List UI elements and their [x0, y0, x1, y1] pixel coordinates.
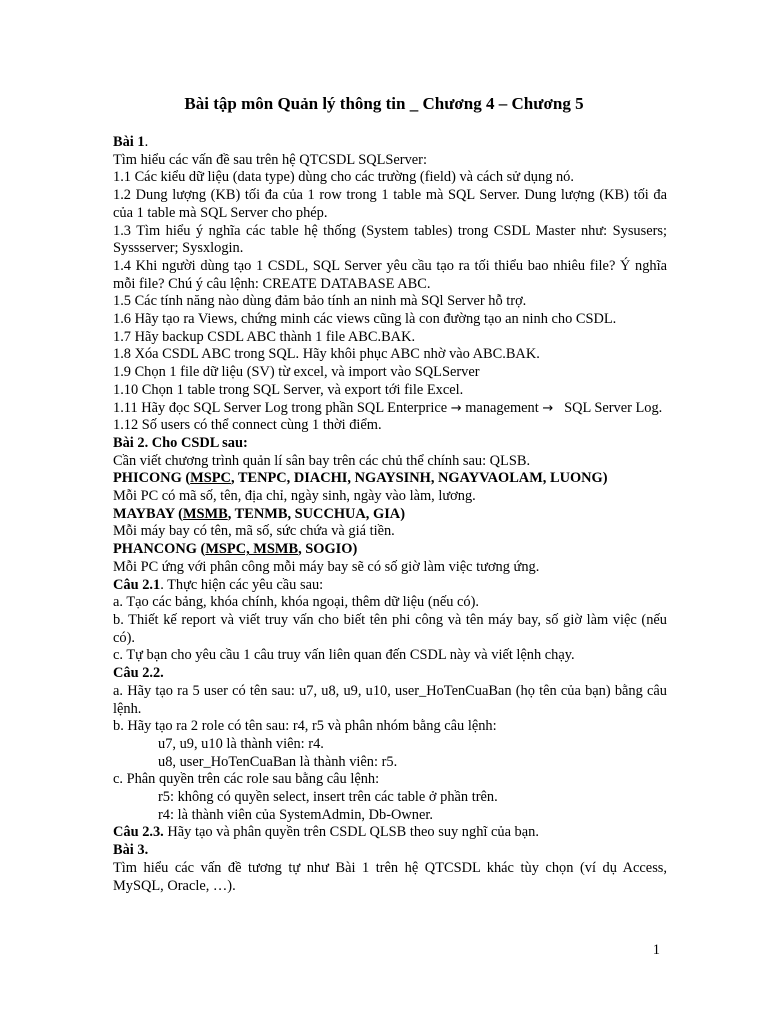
primary-key: MSMB [182, 505, 228, 522]
cau-2-2-heading: Câu 2.2. [113, 665, 164, 682]
primary-key: MSPC [190, 470, 231, 487]
bai1-item: 1.4 Khi người dùng tạo 1 CSDL, SQL Server yêu cầu tạo ra tối thiểu bao nhiêu file? Ý nghĩa mỗi file? Chú ý câu lệnh: CREATE DATABASE ABC. [113, 257, 667, 292]
bai1-item-1-11: 1.11 Hãy đọc SQL Server Log trong phần SQL Enterprice → management → SQL Server Log. [113, 399, 663, 416]
page-number: 1 [652, 942, 660, 958]
schema-description: Mỗi máy bay có tên, mã số, sức chứa và giá tiền. [113, 523, 395, 540]
cau-2-2-subitem: r4: là thành viên của SystemAdmin, Db-Owner. [158, 806, 433, 823]
cau-2-2-subitem: r5: không có quyền select, insert trên các table ở phần trên. [158, 789, 498, 806]
bai1-item: 1.7 Hãy backup CSDL ABC thành 1 file ABC.BAK. [113, 328, 416, 345]
bai1-item: 1.10 Chọn 1 table trong SQL Server, và export tới file Excel. [113, 381, 464, 398]
arrow-right-icon: → [542, 400, 554, 416]
cau-2-1-item: b. Thiết kế report và viết truy vấn cho biết tên phi công và tên máy bay, số giờ làm việc (nếu có). [113, 611, 667, 646]
bai2-intro: Cần viết chương trình quản lí sân bay trên các chủ thể chính sau: QLSB. [113, 452, 531, 469]
bai3-heading: Bài 3. [113, 842, 149, 859]
bai1-item: 1.5 Các tính năng nào dùng đảm bảo tính an ninh mà SQl Server hỗ trợ. [113, 293, 527, 310]
cau-2-1: Câu 2.1. Thực hiện các yêu cầu sau: [113, 576, 324, 593]
bai3-text: Tìm hiểu các vấn đề tương tự như Bài 1 trên hệ QTCSDL khác tùy chọn (ví dụ Access, MySQL, Oracle, …). [113, 859, 667, 894]
arrow-right-icon: → [450, 400, 462, 416]
bai1-heading: Bài 1. [113, 134, 149, 150]
cau-2-1-item: a. Tạo các bảng, khóa chính, khóa ngoại, thêm dữ liệu (nếu có). [113, 594, 479, 611]
schema-maybay: MAYBAY (MSMB, TENMB, SUCCHUA, GIA) [113, 505, 405, 522]
schema-description: Mỗi PC ứng với phân công mỗi máy bay sẽ có số giờ làm việc tương ứng. [113, 558, 540, 575]
cau-2-1-item: c. Tự bạn cho yêu cầu 1 câu truy vấn liên quan đến CSDL này và viết lệnh chạy. [113, 647, 575, 664]
bai1-item: 1.8 Xóa CSDL ABC trong SQL. Hãy khôi phục ABC nhờ vào ABC.BAK. [113, 346, 540, 363]
document-title: Bài tập môn Quản lý thông tin _ Chương 4 – Chương 5 [184, 94, 584, 113]
document-body [113, 134, 667, 895]
bai1-intro: Tìm hiểu các vấn đề sau trên hệ QTCSDL SQLServer: [113, 151, 427, 168]
schema-description: Mỗi PC có mã số, tên, địa chỉ, ngày sinh, ngày vào làm, lương. [113, 488, 476, 505]
cau-2-2-subitem: u7, u9, u10 là thành viên: r4. [158, 735, 324, 752]
cau-2-3: Câu 2.3. Hãy tạo và phân quyền trên CSDL QLSB theo suy nghĩ của bạn. [113, 824, 539, 841]
bai1-item: 1.2 Dung lượng (KB) tối đa của 1 row trong 1 table mà SQL Server. Dung lượng (KB) tối đa của 1 table mà SQL Server cho phép. [113, 187, 667, 221]
schema-phancong: PHANCONG (MSPC, MSMB, SOGIO) [113, 541, 358, 558]
primary-key: MSPC, MSMB [205, 541, 299, 558]
schema-phicong: PHICONG (MSPC, TENPC, DIACHI, NGAYSINH, NGAYVAOLAM, LUONG) [113, 470, 608, 487]
bai1-item: 1.6 Hãy tạo ra Views, chứng minh các views cũng là con đường tạo an ninh cho CSDL. [113, 311, 617, 328]
bai1-item: 1.1 Các kiểu dữ liệu (data type) dùng cho các trường (field) và cách sử dụng nó. [113, 169, 574, 186]
bai2-heading: Bài 2. Cho CSDL sau: [113, 434, 248, 451]
bai1-item: 1.9 Chọn 1 file dữ liệu (SV) từ excel, và import vào SQLServer [113, 364, 480, 381]
cau-2-2-item: b. Hãy tạo ra 2 role có tên sau: r4, r5 và phân nhóm bằng câu lệnh: [113, 718, 497, 735]
bai1-item: 1.3 Tìm hiểu ý nghĩa các table hệ thống (System tables) trong CSDL Master như: Sysusers; Syssserver; Sysxlogin. [113, 222, 667, 257]
bai1-item: 1.12 Số users có thể connect cùng 1 thời điểm. [113, 417, 382, 434]
cau-2-2-item: c. Phân quyền trên các role sau bằng câu lệnh: [113, 771, 380, 788]
cau-2-2-subitem: u8, user_HoTenCuaBan là thành viên: r5. [158, 753, 398, 770]
cau-2-2-item: a. Hãy tạo ra 5 user có tên sau: u7, u8, u9, u10, user_HoTenCuaBan (họ tên của bạn) bằng câu lệnh. [113, 682, 667, 717]
